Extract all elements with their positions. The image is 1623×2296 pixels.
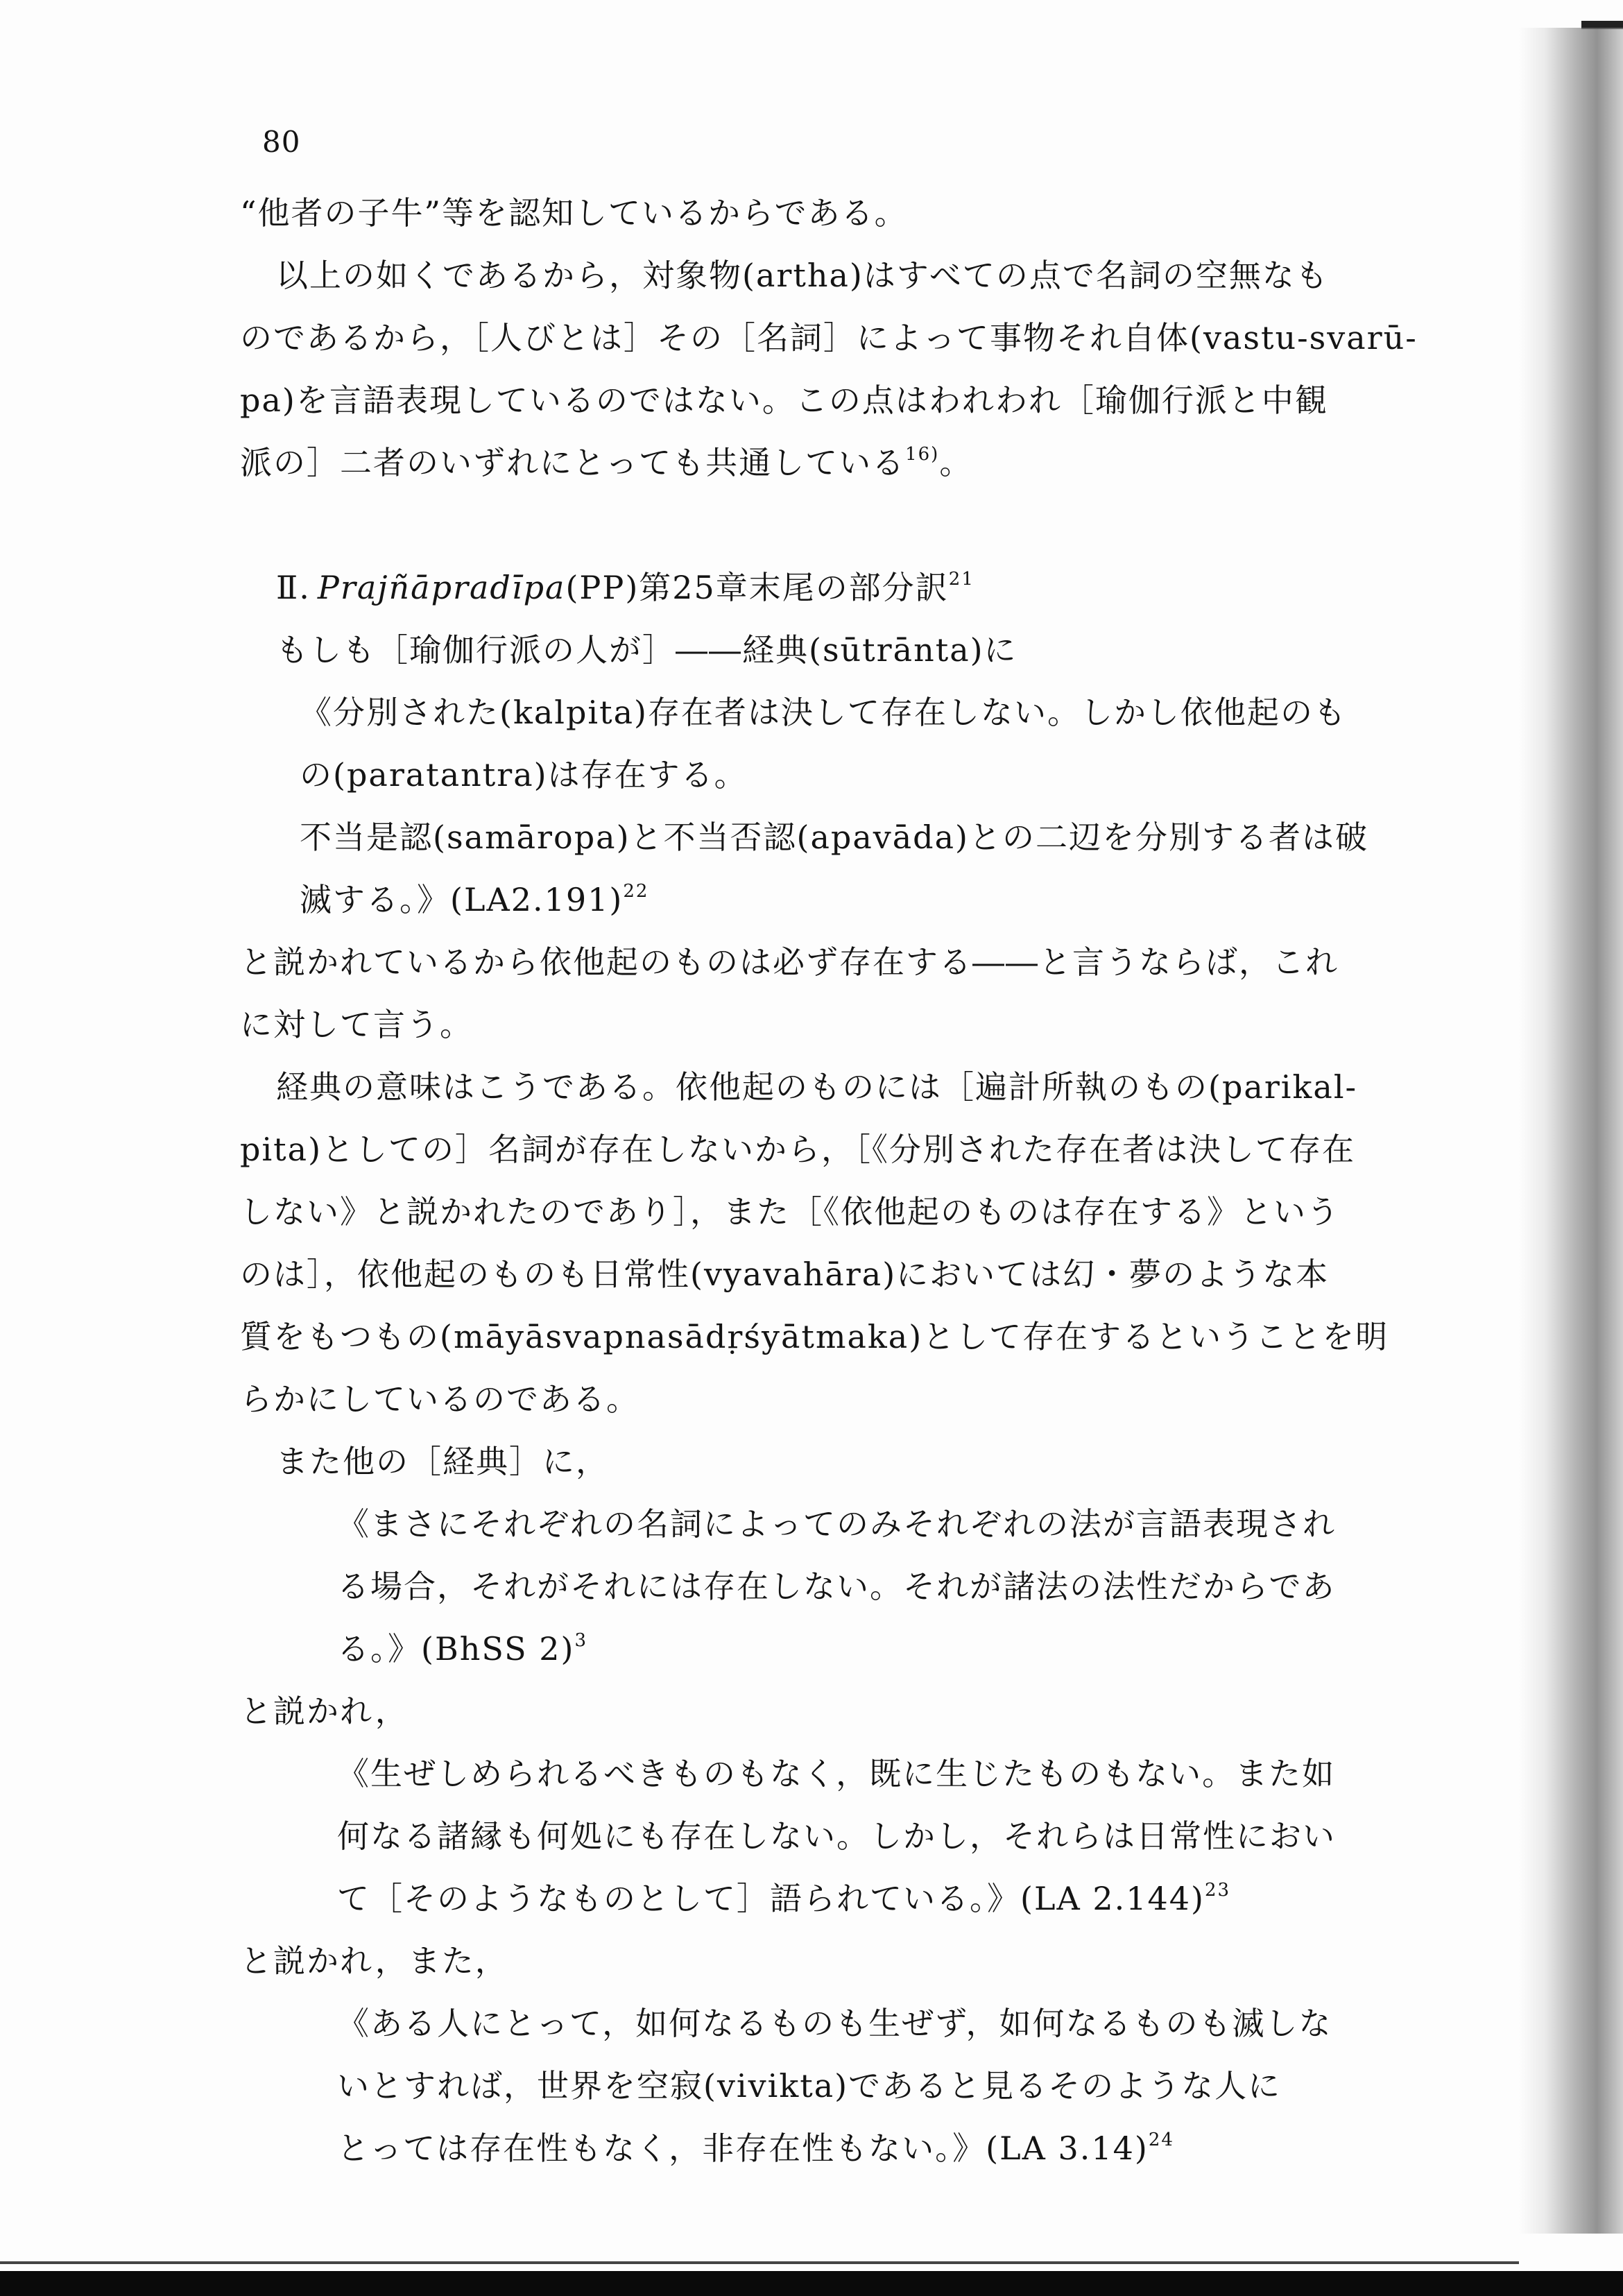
footnote-ref: 23 xyxy=(1204,1880,1231,1901)
quote-line: 《生ぜしめられるべきものもなく，既に生じたものもない。また如 xyxy=(337,1755,1336,1792)
text-line: と説かれ，また， xyxy=(240,1942,508,1980)
text-span: 。 xyxy=(939,444,973,481)
footnote-ref: 3 xyxy=(574,1630,587,1651)
heading-number: Ⅱ. xyxy=(276,569,311,606)
heading-rest: (PP)第25章末尾の部分訳 xyxy=(565,569,949,606)
text-line: もしも［瑜伽行派の人が］――経典(sūtrānta)に xyxy=(276,631,1017,669)
text-span: 派の］二者のいずれにとっても共通している xyxy=(240,444,906,481)
text-span: る。》(BhSS 2) xyxy=(337,1630,575,1668)
quote-line xyxy=(240,1867,1391,1930)
quote-line xyxy=(240,868,1391,931)
text-line xyxy=(240,431,1391,494)
text-line: pita)としての］名詞が存在しないから，［《分別された存在者は決して存在 xyxy=(240,1131,1356,1168)
text-line: “他者の子牛”等を認知しているからである。 xyxy=(240,194,908,232)
text-line: 以上の如くであるから，対象物(artha)はすべての点で名詞の空無なも xyxy=(276,257,1329,294)
quote-line: いとすれば，世界を空寂(vivikta)であると見るそのような人に xyxy=(337,2067,1282,2105)
footnote-ref: 22 xyxy=(623,881,649,902)
quote-line: 《分別された(kalpita)存在者は決して存在しない。しかし依他起のも xyxy=(300,694,1347,731)
bottom-rule xyxy=(0,2261,1519,2264)
text-line: しない》と説かれたのであり］，また［《依他起のものは存在する》という xyxy=(240,1193,1340,1231)
quote-line: る場合，それがそれには存在しない。それが諸法の法性だからであ xyxy=(337,1568,1336,1605)
page-number: 80 xyxy=(262,125,301,159)
text-line: と説かれ， xyxy=(240,1693,409,1730)
text-line: 経典の意味はこうである。依他起のものには［遍計所執のもの(parikal- xyxy=(276,1068,1358,1106)
text-line: と説かれているから依他起のものは必ず存在する――と言うならば，これ xyxy=(240,943,1339,981)
text-span: て［そのようなものとして］語られている。》(LA 2.144) xyxy=(337,1880,1205,1917)
text-line: のであるから，［人びとは］その［名詞］によって事物それ自体(vastu-svarū- xyxy=(240,319,1418,357)
text-span: 滅する。》(LA2.191) xyxy=(300,881,624,918)
quote-line xyxy=(240,2117,1391,2179)
footnote-ref: 21 xyxy=(948,569,974,590)
scan-bottom-edge xyxy=(0,2271,1623,2296)
text-line: らかにしているのである。 xyxy=(240,1380,639,1418)
text-line: pa)を言語表現しているのではない。この点はわれわれ［瑜伽行派と中観 xyxy=(240,382,1328,419)
text-line: のは］，依他起のものも日常性(vyavahāra)においては幻・夢のような本 xyxy=(240,1256,1330,1293)
text-line: 質をもつもの(māyāsvapnasādṛśyātmaka)として存在するということを明 xyxy=(240,1318,1389,1355)
body-text xyxy=(240,182,1418,2179)
quote-line: 《まさにそれぞれの名詞によってのみそれぞれの法が言語表現され xyxy=(337,1505,1336,1543)
heading-title: Prajñāpradīpa xyxy=(317,569,566,606)
footnote-ref: 16) xyxy=(905,444,940,465)
text-line: に対して言う。 xyxy=(240,1006,473,1043)
quote-line: 《ある人にとって，如何なるものも生ぜず，如何なるものも滅しな xyxy=(337,2005,1332,2042)
text-line: また他の［経典］に， xyxy=(276,1443,609,1480)
text-span: とっては存在性もなく，非存在性もない。》(LA 3.14) xyxy=(337,2130,1149,2167)
section-heading xyxy=(240,556,1391,619)
quote-line xyxy=(240,1618,1391,1680)
footnote-ref: 24 xyxy=(1148,2130,1174,2150)
spacer xyxy=(240,494,1391,556)
quote-line: 何なる諸縁も何処にも存在しない。しかし，それらは日常性におい xyxy=(337,1817,1336,1855)
quote-line: の(paratantra)は存在する。 xyxy=(300,756,748,794)
binding-shadow xyxy=(1519,28,1623,2234)
quote-line: 不当是認(samāropa)と不当否認(apavāda)との二辺を分別する者は破 xyxy=(300,819,1368,856)
